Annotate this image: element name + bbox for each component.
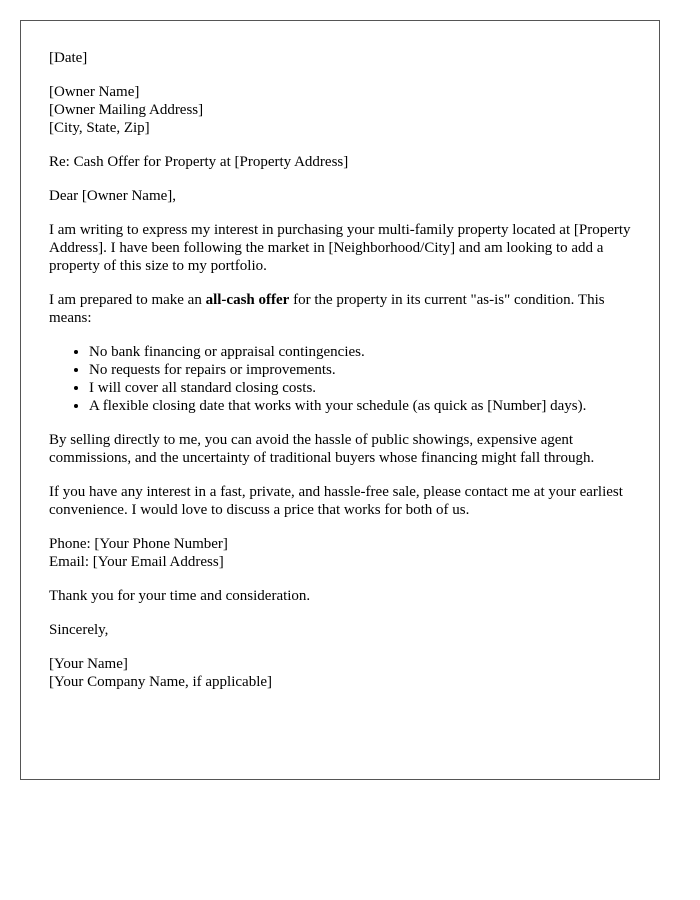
offer-text-after: for the property in its current "as-is" condition. This means: bbox=[49, 292, 605, 326]
contact-phone: Phone: [Your Phone Number] bbox=[49, 536, 228, 552]
signature-name: [Your Name] bbox=[49, 656, 128, 672]
owner-name: [Owner Name] bbox=[49, 84, 140, 100]
owner-address-block bbox=[49, 83, 631, 137]
paragraph-contact-request: If you have any interest in a fast, private, and hassle-free sale, please contact me at your earliest convenience. I would love to discuss a price that works for both of us. bbox=[49, 484, 623, 518]
paragraph-advantages: By selling directly to me, you can avoid the hassle of public showings, expensive agent commissions, and the uncertainty of traditional buyers whose financing might fall through. bbox=[49, 432, 595, 466]
list-item: • No bank financing or appraisal contingencies. bbox=[89, 343, 631, 361]
offer-text-before: I am prepared to make an bbox=[49, 292, 206, 308]
contact-email: Email: [Your Email Address] bbox=[49, 554, 224, 570]
paragraph-interest: I am writing to express my interest in purchasing your multi-family property located at [Property Address]. I have been following the market in [Neighborhood/City] and am looking to add a property of this size to my portfolio. bbox=[49, 222, 631, 274]
letter-page bbox=[20, 20, 660, 780]
owner-mailing-address: [Owner Mailing Address] bbox=[49, 102, 204, 118]
letter-salutation: Dear [Owner Name], bbox=[49, 188, 177, 204]
contact-block bbox=[49, 535, 631, 571]
signature-block bbox=[49, 655, 631, 691]
owner-city-state-zip: [City, State, Zip] bbox=[49, 120, 150, 136]
letter-date: [Date] bbox=[49, 50, 88, 66]
list-item: • No requests for repairs or improvements. bbox=[89, 361, 631, 379]
signature-company: [Your Company Name, if applicable] bbox=[49, 674, 273, 690]
thanks-line: Thank you for your time and consideration. bbox=[49, 588, 311, 604]
paragraph-offer bbox=[49, 291, 631, 327]
benefits-list bbox=[49, 343, 631, 415]
offer-text-bold: all-cash offer bbox=[205, 292, 290, 308]
list-item: • I will cover all standard closing costs. bbox=[89, 379, 631, 397]
closing-line: Sincerely, bbox=[49, 622, 109, 638]
list-item: • A flexible closing date that works with your schedule (as quick as [Number] days). bbox=[89, 397, 631, 415]
letter-subject: Re: Cash Offer for Property at [Property Address] bbox=[49, 154, 349, 170]
